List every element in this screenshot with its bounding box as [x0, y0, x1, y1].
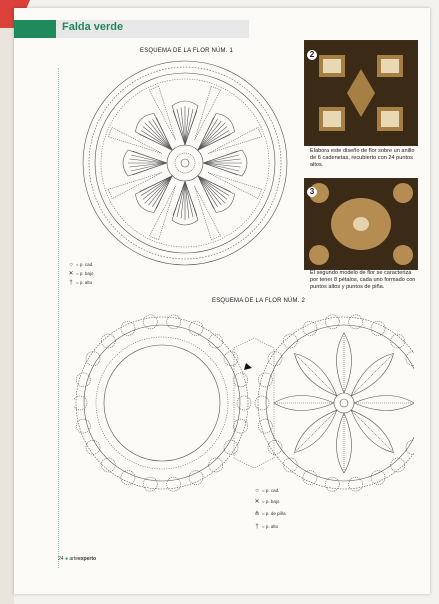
page-edge-left [0, 0, 14, 604]
brand-prefix: arte [69, 556, 78, 562]
brand-name: experto [78, 556, 97, 562]
legend1-row-chain: ○ = p. cad. [69, 262, 94, 268]
photo1-number: 2 [307, 44, 317, 62]
legend2-row-single: ✕ = p. bajo [254, 499, 280, 505]
flower1-chart [80, 58, 290, 268]
header-accent [14, 20, 56, 38]
diagram2-title: ESQUEMA DE LA FLOR NÚM. 2 [212, 298, 306, 304]
page-number: 24 [58, 556, 64, 562]
diagram1-title: ESQUEMA DE LA FLOR NÚM. 1 [140, 48, 234, 54]
photo-flower1 [304, 40, 418, 146]
photo1-caption: Elabora este diseño de flor sobre un anillo de 6 cadenetas, recubierto con 24 puntos altos. [310, 148, 415, 168]
legend2-row-chain: ○ = p. cad. [255, 488, 280, 494]
photo2-number: 3 [307, 181, 317, 199]
page-footer: 24 ● arteexperto [58, 556, 97, 562]
photo2-caption: El segundo modelo de flor se caracteriza por tener 8 pétalos, cada uno formado con puntos altos y puntos de piña. [310, 270, 416, 290]
legend2-row-double: † = p. alto [255, 524, 279, 530]
dotted-margin-line [58, 68, 59, 568]
legend2-row-puff: ⋔ = p. de piña [254, 511, 286, 517]
magazine-page [14, 8, 430, 594]
legend1-row-single: ✕ = p. bajo [68, 271, 94, 277]
flower2-chart [74, 308, 414, 493]
legend1-row-double: † = p. alto [69, 280, 93, 286]
photo-flower2 [304, 178, 418, 270]
page-title: Falda verde [62, 21, 124, 33]
